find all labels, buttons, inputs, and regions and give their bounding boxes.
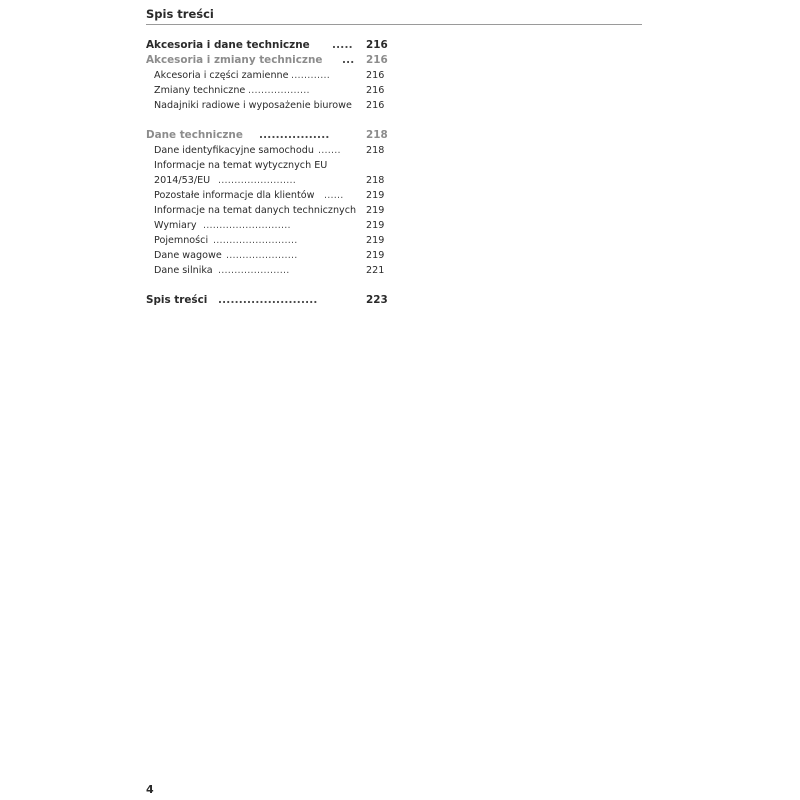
toc-page-number: 216: [366, 54, 388, 66]
toc-leader-dots: .................: [259, 129, 330, 141]
toc-page-number: 219: [366, 220, 385, 231]
toc-item-pozostale-informacje[interactable]: [146, 188, 386, 203]
toc-section-spis-tresci[interactable]: [146, 293, 386, 308]
toc-item-zmiany-techniczne[interactable]: [146, 83, 386, 98]
toc-page-number: 218: [366, 129, 388, 141]
toc-item-pojemnosci[interactable]: [146, 233, 386, 248]
toc-item-2014-53-eu[interactable]: [146, 173, 386, 188]
toc-entry-title: Informacje na temat wytycznych EU: [154, 160, 328, 171]
toc-item-informacje-dane-techniczne[interactable]: [146, 203, 386, 218]
toc-item-dane-silnika[interactable]: [146, 263, 386, 278]
toc-item-dane-identyfikacyjne[interactable]: [146, 143, 386, 158]
toc-page-number: 216: [366, 100, 385, 111]
toc-leader-dots: ..........................: [213, 235, 298, 246]
toc-page-number: 219: [366, 190, 385, 201]
toc-entry-title: Wymiary: [154, 220, 197, 231]
running-header: [146, 5, 642, 25]
toc-section-akcesoria-i-dane-techniczne[interactable]: [146, 38, 386, 53]
toc-entry-title: Spis treści: [146, 294, 208, 306]
toc-entry-title: Dane identyfikacyjne samochodu: [154, 145, 314, 156]
toc-entry-title: Informacje na temat danych technicznych: [154, 205, 357, 216]
toc-leader-dots: ......................: [218, 265, 290, 276]
toc-entry-title: Dane wagowe: [154, 250, 222, 261]
toc-leader-dots: ......................: [226, 250, 298, 261]
toc-page-number: 219: [366, 250, 385, 261]
toc-entry-title: Nadajniki radiowe i wyposażenie biurowe: [154, 100, 352, 111]
toc-leader-dots: ........................: [218, 294, 318, 306]
toc-entry-title: Dane silnika: [154, 265, 213, 276]
toc-section-akcesoria-i-zmiany-techniczne[interactable]: [146, 53, 386, 68]
toc-entry-title: Dane techniczne: [146, 129, 243, 141]
toc-page-number: 223: [366, 294, 388, 306]
toc-page-number: 216: [366, 85, 385, 96]
toc-leader-dots: ............: [291, 70, 330, 81]
toc-page-number: 216: [366, 70, 385, 81]
toc-entry-title: Pojemności: [154, 235, 209, 246]
toc-leader-dots: ...........................: [203, 220, 291, 231]
toc-leader-dots: ...................: [248, 85, 310, 96]
toc-page-number: 218: [366, 175, 385, 186]
toc-item-wymiary[interactable]: [146, 218, 386, 233]
toc-entry-title: Akcesoria i dane techniczne: [146, 39, 310, 51]
toc-page-number: 219: [366, 235, 385, 246]
toc-page-number: 218: [366, 145, 385, 156]
toc-item-informacje-wytyczne-eu[interactable]: [146, 158, 386, 173]
toc-leader-dots: ......: [324, 190, 344, 201]
page-number: 4: [146, 783, 154, 796]
toc-leader-dots: ...: [342, 54, 355, 66]
toc-page-number: 219: [366, 205, 385, 216]
toc-item-nadajniki-radiowe[interactable]: [146, 98, 386, 113]
toc-item-akcesoria-i-czesci-zamienne[interactable]: [146, 68, 386, 83]
toc-entry-title: Zmiany techniczne: [154, 85, 246, 96]
toc-item-dane-wagowe[interactable]: [146, 248, 386, 263]
header-title: Spis treści: [146, 7, 214, 21]
toc-page-number: 216: [366, 39, 388, 51]
toc-entry-title: Akcesoria i części zamienne: [154, 70, 289, 81]
toc-page-number: 221: [366, 265, 385, 276]
toc-leader-dots: .......: [318, 145, 341, 156]
toc-leader-dots: ........................: [218, 175, 296, 186]
toc-leader-dots: .....: [332, 39, 353, 51]
toc-entry-title: Pozostałe informacje dla klientów: [154, 190, 315, 201]
toc-entry-title: Akcesoria i zmiany techniczne: [146, 54, 323, 66]
toc-section-dane-techniczne[interactable]: [146, 128, 386, 143]
toc-entry-title: 2014/53/EU: [154, 175, 211, 186]
